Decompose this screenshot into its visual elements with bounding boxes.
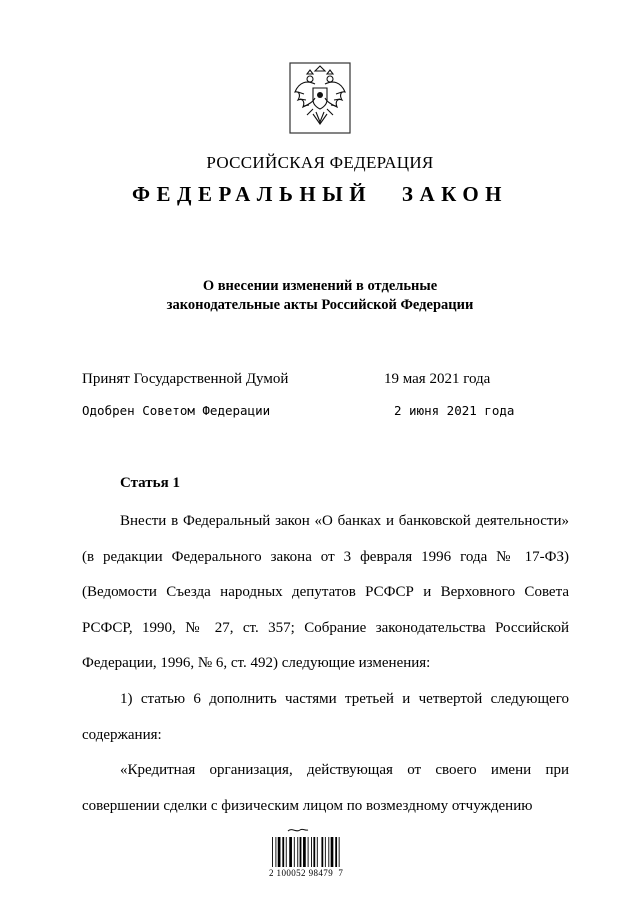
country-name: РОССИЙСКАЯ ФЕДЕРАЦИЯ xyxy=(206,153,434,172)
law-title xyxy=(0,277,640,315)
barcode-number: 2 100052 98479 7 xyxy=(269,868,344,878)
law-title-line-2: законодательные акты Российской Федерации xyxy=(166,297,474,313)
paragraph: 1) статью 6 дополнить частями третьей и четвертой следующего содержания: xyxy=(82,690,569,743)
adoption-duma-date: 19 мая 2021 года xyxy=(384,371,491,387)
approval-council-label: Одобрен Советом Федерации xyxy=(82,403,271,418)
paragraph: «Кредитная организация, действующая от своего имени при совершении сделки с физическим лицом по возмездному отчуждению xyxy=(82,762,569,814)
document-type: ФЕДЕРАЛЬНЫЙ ЗАКОН xyxy=(132,182,508,206)
article-heading: Статья 1 xyxy=(120,475,180,491)
article-body xyxy=(82,504,569,824)
approval-council-date: 2 июня 2021 года xyxy=(394,403,515,418)
approval-council xyxy=(82,403,562,423)
adoption-duma xyxy=(82,371,562,391)
russian-coat-of-arms-icon xyxy=(289,62,351,134)
adoption-duma-label: Принят Государственной Думой xyxy=(82,371,289,387)
paragraph: Внести в Федеральный закон «О банках и банковской деятельности» (в редакции Федерального закона от 3 февраля 1996 года № 17-ФЗ) (Ведомости Съезда народных депутатов РСФСР и Верховного Совета РСФСР, 1990, № 27, ст. 357; Собрание законодательства Российской Федерации, 1996, № 6, ст. 492) следующие изменения: xyxy=(82,513,569,672)
law-title-line-1: О внесении изменений в отдельные xyxy=(202,278,438,294)
